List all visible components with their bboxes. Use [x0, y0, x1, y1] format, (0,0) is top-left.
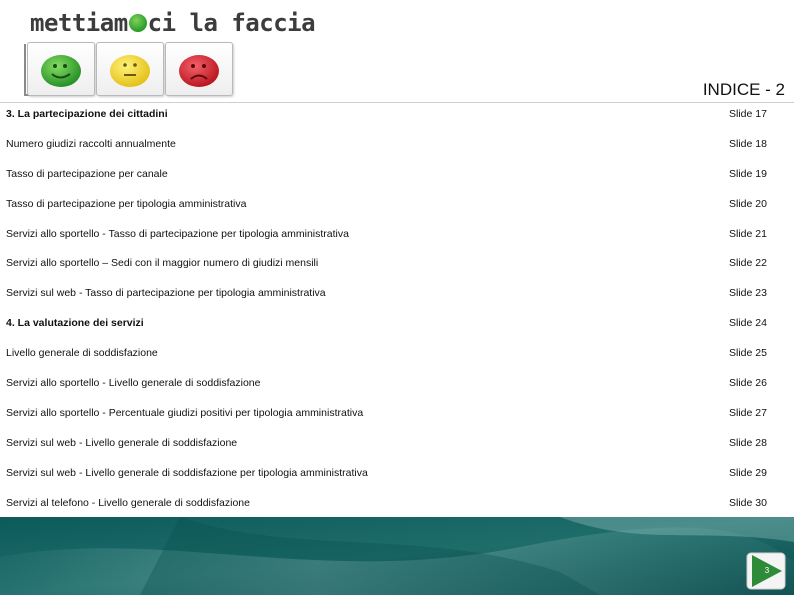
index-entry-label: Tasso di partecipazione per tipologia amministrativa	[6, 197, 247, 210]
logo-text-end: ci la faccia	[147, 9, 316, 37]
slide-reference[interactable]: Slide 25	[729, 347, 767, 360]
neutral-face-icon	[106, 49, 154, 89]
slide-reference[interactable]: Slide 28	[729, 436, 767, 449]
logo-text-start: mettiam	[30, 9, 128, 37]
index-entry-label: Tasso di partecipazione per canale	[6, 167, 168, 180]
index-row[interactable]	[0, 164, 794, 194]
index-entry-label: Servizi allo sportello - Tasso di partecipazione per tipologia amministrativa	[6, 227, 349, 240]
index-row[interactable]	[0, 224, 794, 254]
slide-reference[interactable]: Slide 18	[729, 137, 767, 150]
index-entry-label: Servizi allo sportello – Sedi con il maggior numero di giudizi mensili	[6, 257, 319, 270]
index-row[interactable]	[0, 373, 794, 403]
index-entry-label: Servizi sul web - Livello generale di soddisfazione	[6, 436, 238, 449]
slide-reference[interactable]: Slide 22	[729, 257, 767, 270]
index-row[interactable]	[0, 253, 794, 283]
title-divider	[0, 102, 794, 103]
index-row[interactable]	[0, 194, 794, 224]
page-title: INDICE - 2	[702, 80, 785, 99]
section-heading-row[interactable]	[0, 104, 794, 134]
index-row[interactable]	[0, 403, 794, 433]
slide-reference[interactable]: Slide 24	[729, 317, 767, 330]
index-entry-label: 3. La partecipazione dei cittadini	[6, 108, 168, 120]
slide-reference[interactable]: Slide 17	[729, 108, 767, 120]
index-entry-label: Servizi allo sportello - Livello generale di soddisfazione	[6, 377, 261, 390]
logo-face-icon	[129, 14, 147, 32]
index-entry-label: Servizi allo sportello - Percentuale giudizi positivi per tipologia amministrativa	[6, 406, 364, 419]
happy-face-icon	[37, 49, 85, 89]
page-number: 3	[764, 566, 770, 575]
happy-face-button[interactable]	[27, 42, 95, 96]
slide-reference[interactable]: Slide 26	[729, 377, 767, 390]
sad-face-icon	[175, 49, 223, 89]
sad-face-button[interactable]	[165, 42, 233, 96]
index-row[interactable]	[0, 283, 794, 313]
neutral-face-button[interactable]	[96, 42, 164, 96]
index-row[interactable]	[0, 433, 794, 463]
index-row[interactable]	[0, 134, 794, 164]
index-entry-label: Servizi al telefono - Livello generale di soddisfazione	[6, 496, 250, 509]
slide-reference[interactable]: Slide 19	[729, 167, 767, 180]
slide-reference[interactable]: Slide 21	[729, 227, 767, 240]
index-entry-label: Livello generale di soddisfazione	[6, 347, 158, 360]
slide-reference[interactable]: Slide 30	[729, 496, 767, 509]
index-entry-label: Servizi sul web - Tasso di partecipazione per tipologia amministrativa	[6, 287, 326, 300]
slide-reference[interactable]: Slide 27	[729, 406, 767, 419]
slide-reference[interactable]: Slide 23	[729, 287, 767, 300]
footer-band	[0, 517, 794, 595]
slide-reference[interactable]: Slide 20	[729, 197, 767, 210]
index-entry-label: Servizi sul web - Livello generale di soddisfazione per tipologia amministrativa	[6, 466, 368, 479]
index-entry-label: 4. La valutazione dei servizi	[6, 317, 144, 330]
index-entry-label: Numero giudizi raccolti annualmente	[6, 137, 176, 150]
index-list	[0, 104, 794, 522]
section-heading-row[interactable]	[0, 313, 794, 343]
index-row[interactable]	[0, 343, 794, 373]
slide-reference[interactable]: Slide 29	[729, 466, 767, 479]
index-row[interactable]	[0, 463, 794, 493]
logo	[30, 6, 315, 40]
